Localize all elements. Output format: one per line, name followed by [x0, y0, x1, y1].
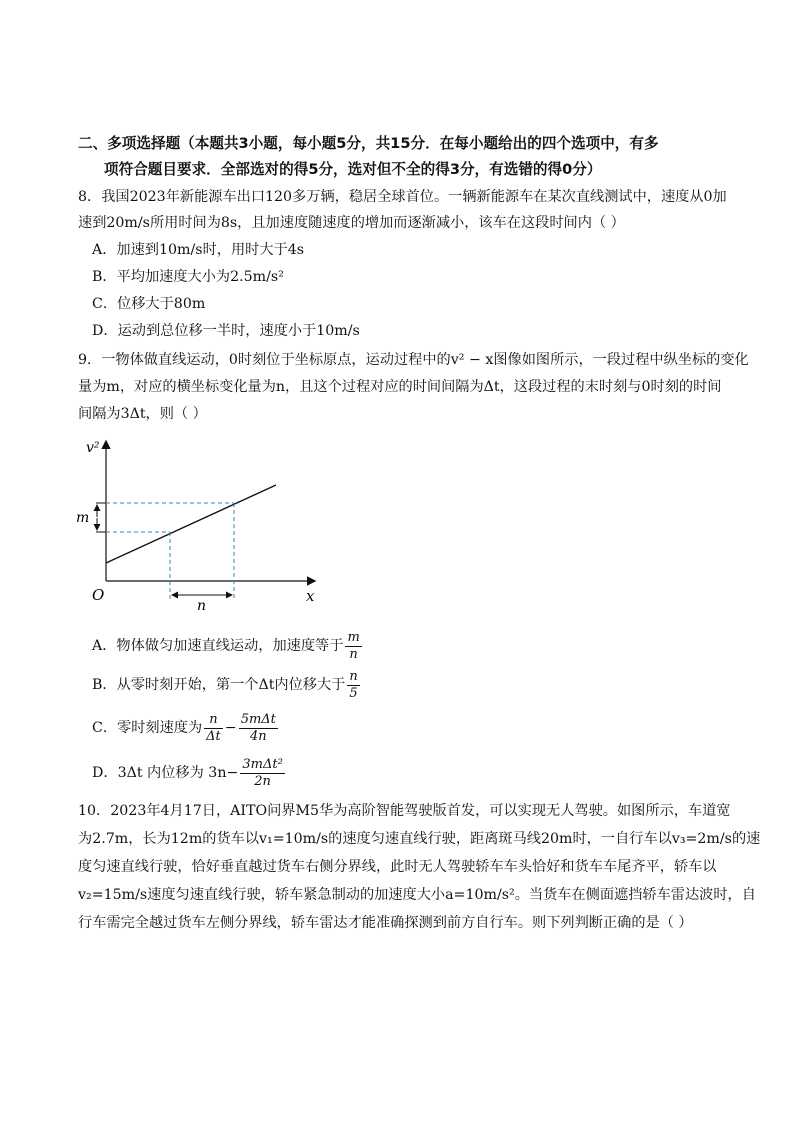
q8-stem-line2: 速到20m/s所用时间为8s，且加速度随速度的增加而逐渐减小，该车在这段时间内（ ） [78, 215, 625, 231]
fraction: $\frac{\text{3mΔt²}}{2n}$ [242, 756, 283, 789]
q8-stem-line1: 8．我国2023年新能源车出口120多万辆，稳居全球首位。一辆新能源车在某次直线测试中，速度从0加 [78, 189, 727, 205]
fraction: $\frac{n}{5}$ [349, 668, 358, 701]
q10-stem-line1: 10．2023年4月17日，AITO问界M5华为高阶智能驾驶版首发，可以实现无人驾驶。如图所示，车道宽 [78, 803, 731, 819]
q9-option-c: C．零时刻速度为 $\frac{n}{\Delta t}$ − $\frac{\text{5mΔt}}{4n}$ [92, 711, 276, 744]
v2-x-graph [70, 430, 330, 615]
q9-stem-line1: 9．一物体做直线运动，0时刻位于坐标原点，运动过程中的v² − x图像如图所示，一段过程中纵坐标的变化 [78, 352, 749, 368]
q10-stem-line2: 为2.7m，长为12m的货车以v₁=10m/s的速度匀速直线行驶，距离斑马线20m时，一自行车以v₃=2m/s的速 [78, 831, 761, 847]
origin-label: O [92, 586, 105, 604]
q8-option-d: D．运动到总位移一半时，速度小于10m/s [92, 323, 360, 339]
q9-option-d [92, 755, 287, 791]
q9-option-d-text: D．3Δt 内位移为 3n− [92, 765, 239, 781]
fraction: $\frac{n}{\Delta t}$ [206, 711, 221, 744]
q8-option-c: C．位移大于80m [92, 296, 206, 312]
q9-option-a [92, 628, 364, 664]
section-header-line1: 二、多项选择题（本题共3小题，每小题5分，共15分．在每小题给出的四个选项中，有多 [78, 135, 659, 152]
graph-line [106, 485, 276, 563]
q9-option-a-text: A．物体做匀加速直线运动，加速度等于 [92, 638, 344, 654]
q9-stem-line3: 间隔为3Δt，则（ ） [78, 406, 207, 422]
m-label: m [76, 510, 90, 526]
q8-option-a: A．加速到10m/s时，用时大于4s [92, 242, 304, 258]
fraction: $\frac{\text{5mΔt}}{4n}$ [240, 711, 276, 744]
fraction: $\frac{m}{n}$ [347, 629, 360, 662]
q10-stem-line5: 行车需完全越过货车左侧分界线，轿车雷达才能准确探测到前方自行车。则下列判断正确的是（ ） [78, 915, 693, 931]
q9-stem-line2: 量为m，对应的横坐标变化量为n，且这个过程对应的时间间隔为Δt，这段过程的末时刻与0时刻的时间 [78, 379, 722, 395]
q9-option-c-text: C．零时刻速度为 [92, 720, 203, 736]
q9-option-b [92, 667, 362, 703]
q10-stem-line3: 度匀速直线行驶，恰好垂直越过货车右侧分界线，此时无人驾驶轿车车头恰好和货车车尾齐平，轿车以 [78, 859, 717, 875]
y-axis-label: v² [86, 440, 100, 456]
n-label: n [197, 598, 207, 614]
x-axis-label: x [306, 587, 315, 605]
section-header-line2: 项符合题目要求．全部选对的得5分，选对但不全的得3分，有选错的得0分） [104, 161, 602, 178]
q8-option-b: B．平均加速度大小为2.5m/s² [92, 269, 284, 285]
q10-stem-line4: v₂=15m/s速度匀速直线行驶，轿车紧急制动的加速度大小a=10m/s²。当货车在侧面遮挡轿车雷达波时，自 [78, 887, 756, 903]
q9-option-b-text: B．从零时刻开始，第一个Δt内位移大于 [92, 677, 346, 693]
